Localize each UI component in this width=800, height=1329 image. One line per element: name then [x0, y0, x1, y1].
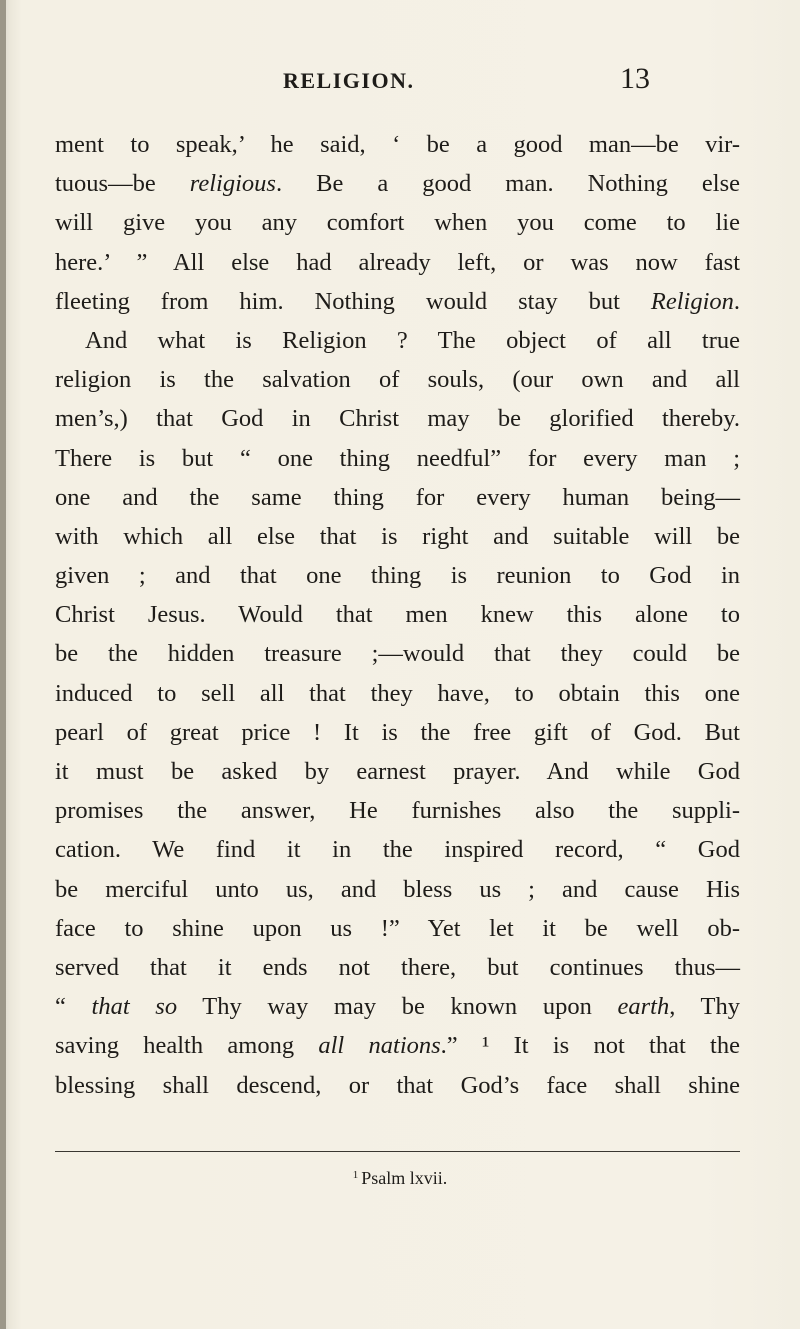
- text-line: There is but “ one thing needful” for every man ;: [55, 444, 740, 472]
- text-line: ment to speak,’ he said, ‘ be a good man—be vir-: [55, 131, 740, 158]
- text-line: Christ Jesus. Would that men knew this alone to: [55, 601, 740, 629]
- text-line: fleeting from him. Nothing would stay but Religion.: [55, 287, 740, 315]
- text-line: face to shine upon us !” Yet let it be well ob-: [55, 914, 740, 942]
- page-number: 13: [620, 62, 650, 95]
- text-line: “ that so Thy way may be known upon earth, Thy: [55, 993, 741, 1021]
- text-line: be merciful unto us, and bless us ; and cause His: [55, 875, 740, 903]
- page-header: [0, 62, 800, 102]
- footnote-text: Psalm lxvii.: [361, 1168, 448, 1188]
- text-line: served that it ends not there, but continues thus—: [55, 953, 740, 981]
- text-line: religion is the salvation of souls, (our own and all: [55, 366, 740, 394]
- text-line: induced to sell all that they have, to obtain this one: [55, 679, 740, 707]
- text-line: be the hidden treasure ;—would that they could be: [55, 640, 740, 668]
- text-line: with which all else that is right and suitable will be: [55, 522, 740, 550]
- text-line: men’s,) that God in Christ may be glorified thereby.: [55, 405, 740, 433]
- text-line: will give you any comfort when you come to lie: [55, 209, 740, 237]
- text-line: promises the answer, He furnishes also the suppli-: [55, 797, 740, 825]
- text-line: given ; and that one thing is reunion to God in: [55, 562, 740, 590]
- text-line: it must be asked by earnest prayer. And while God: [55, 758, 740, 785]
- text-line: saving health among all nations.” ¹ It is not that the: [55, 1032, 740, 1060]
- text-line: pearl of great price ! It is the free gift of God. But: [55, 718, 740, 746]
- text-line: tuous—be religious. Be a good man. Nothing else: [55, 170, 741, 198]
- text-line: here.’ ” All else had already left, or was now fast: [55, 248, 740, 276]
- page-gutter-edge: [0, 0, 6, 1329]
- footnote-rule: [55, 1151, 740, 1152]
- text-line: cation. We find it in the inspired record, “ God: [55, 836, 740, 864]
- text-line: one and the same thing for every human being—: [55, 483, 740, 511]
- running-title: RELIGION.: [283, 68, 415, 93]
- footnote: [0, 1168, 800, 1189]
- text-line: blessing shall descend, or that God’s face shall shine: [55, 1071, 740, 1099]
- text-line: And what is Religion ? The object of all true: [85, 326, 740, 354]
- body-text: [55, 125, 740, 1105]
- footnote-marker: 1: [352, 1169, 359, 1181]
